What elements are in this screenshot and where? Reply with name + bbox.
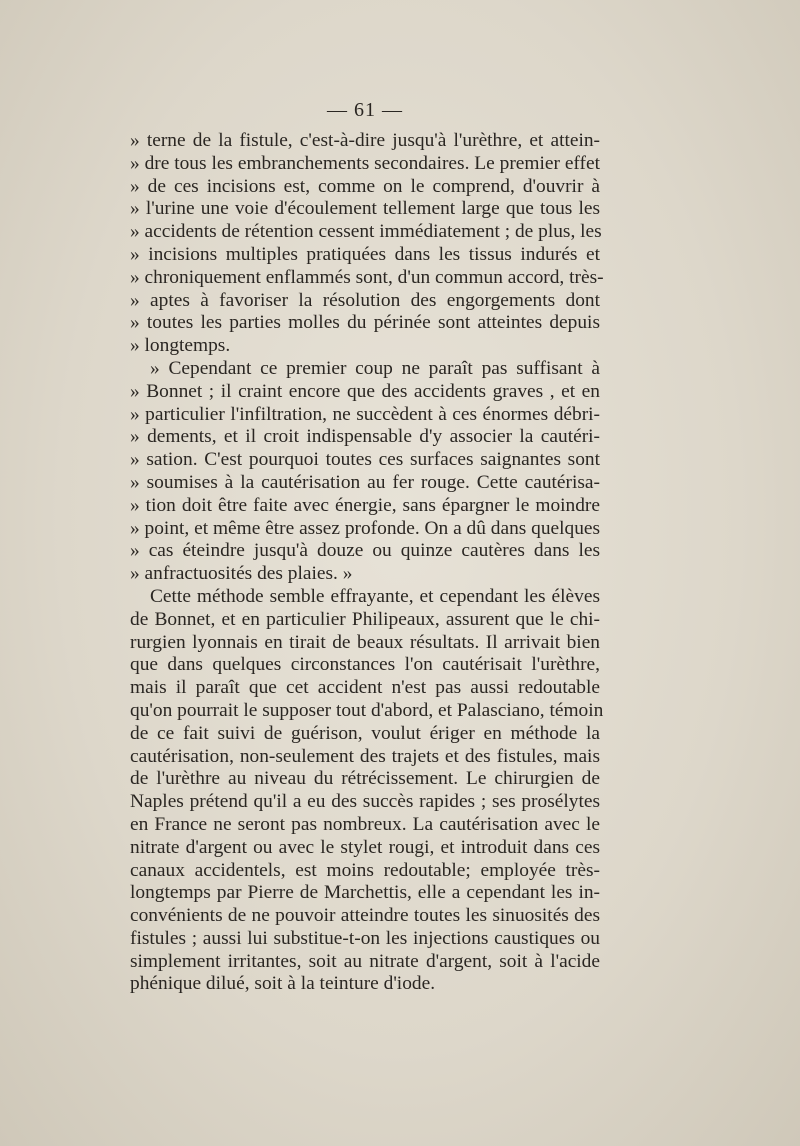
text-line: » de ces incisions est, comme on le comprend, d'ouvrir à: [130, 175, 600, 197]
text-line: convénients de ne pouvoir atteindre toutes les sinuosités des: [130, 905, 600, 927]
body-text: [130, 130, 604, 996]
text-line: Cette méthode semble effrayante, et cependant les élèves: [150, 585, 600, 607]
text-line: fistules ; aussi lui substitue-t-on les injections caustiques ou: [130, 927, 600, 949]
text-line: » toutes les parties molles du périnée sont atteintes depuis: [130, 312, 600, 334]
text-line: de ce fait suivi de guérison, voulut ériger en méthode la: [130, 722, 600, 744]
page-number: — 61 —: [327, 99, 403, 121]
text-line: Naples prétend qu'il a eu des succès rapides ; ses prosélytes: [130, 791, 600, 813]
text-line: » tion doit être faite avec énergie, sans épargner le moindre: [130, 494, 600, 516]
text-line: canaux accidentels, est moins redoutable; employée très-: [130, 859, 600, 881]
text-line: mais il paraît que cet accident n'est pas aussi redoutable: [130, 677, 600, 699]
text-line: longtemps par Pierre de Marchettis, elle a cependant les in-: [130, 882, 600, 904]
text-line: » chroniquement enflammés sont, d'un commun accord, très-: [130, 266, 604, 288]
text-line: » incisions multiples pratiquées dans les tissus indurés et: [130, 243, 600, 265]
text-line: de Bonnet, et en particulier Philipeaux, assurent que le chi-: [130, 608, 600, 630]
text-line: » aptes à favoriser la résolution des engorgements dont: [130, 289, 600, 311]
text-line: rurgien lyonnais en tirait de beaux résultats. Il arrivait bien: [130, 631, 600, 653]
text-line: » particulier l'infiltration, ne succèdent à ces énormes débri-: [130, 403, 600, 425]
text-line: » soumises à la cautérisation au fer rouge. Cette cautérisa-: [130, 471, 600, 493]
text-line: » point, et même être assez profonde. On a dû dans quelques: [130, 517, 601, 539]
text-line: » anfractuosités des plaies. »: [130, 563, 353, 585]
text-line: qu'on pourrait le supposer tout d'abord, et Palasciano, témoin: [130, 699, 604, 721]
text-line: » l'urine une voie d'écoulement tellement large que tous les: [130, 198, 600, 220]
text-line: » Bonnet ; il craint encore que des accidents graves , et en: [130, 380, 600, 402]
text-line: » dements, et il croit indispensable d'y associer la cautéri-: [130, 426, 600, 448]
text-line: » sation. C'est pourquoi toutes ces surfaces saignantes sont: [130, 449, 600, 471]
text-line: » longtemps.: [130, 335, 231, 357]
text-line: » accidents de rétention cessent immédiatement ; de plus, les: [130, 221, 602, 243]
text-line: » terne de la fistule, c'est-à-dire jusqu'à l'urèthre, et attein-: [130, 130, 600, 151]
text-line: cautérisation, non-seulement des trajets et des fistules, mais: [130, 745, 600, 767]
text-line: en France ne seront pas nombreux. La cautérisation avec le: [130, 813, 600, 835]
text-line: » Cependant ce premier coup ne paraît pas suffisant à: [150, 357, 600, 379]
text-line: » cas éteindre jusqu'à douze ou quinze cautères dans les: [130, 540, 600, 562]
text-line: nitrate d'argent ou avec le stylet rougi, et introduit dans ces: [130, 836, 600, 858]
text-line: de l'urèthre au niveau du rétrécissement. Le chirurgien de: [130, 768, 600, 790]
text-line: simplement irritantes, soit au nitrate d'argent, soit à l'acide: [130, 950, 600, 972]
text-line: que dans quelques circonstances l'on cautérisait l'urèthre,: [130, 654, 600, 676]
text-line: » dre tous les embranchements secondaires. Le premier effet: [130, 152, 600, 174]
text-line: phénique dilué, soit à la teinture d'iode.: [130, 973, 436, 995]
